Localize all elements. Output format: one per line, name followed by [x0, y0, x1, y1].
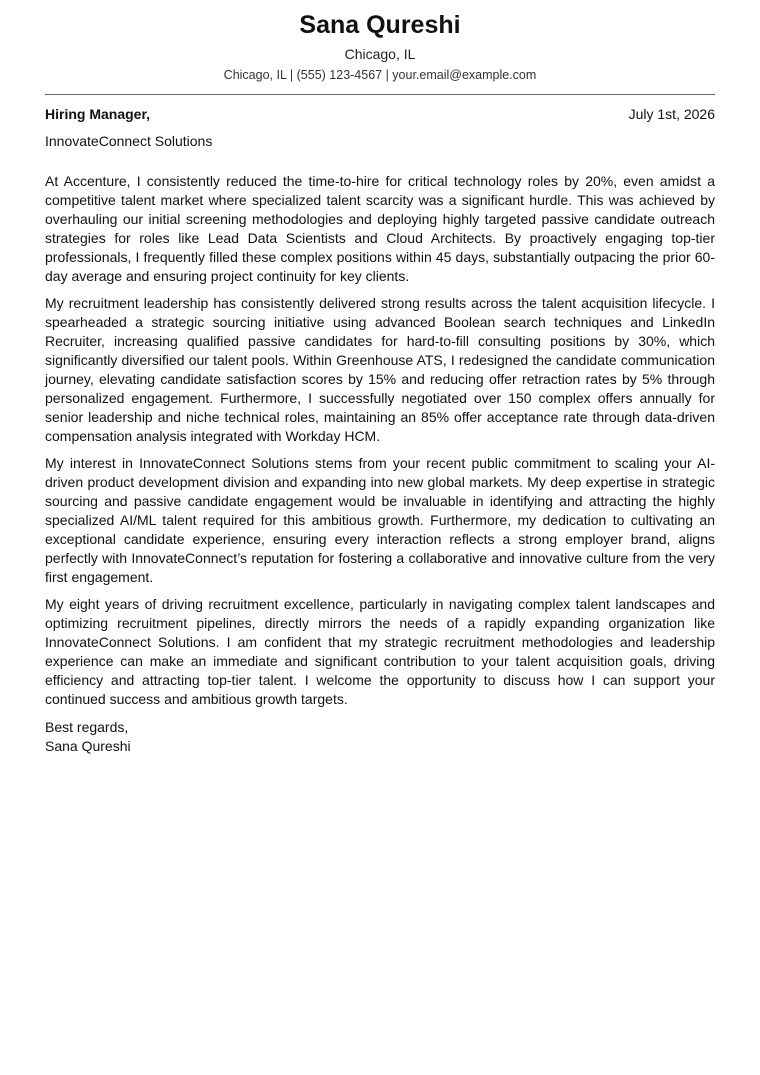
body-paragraph-3: My interest in InnovateConnect Solutions stems from your recent public commitment to scaling your AI-driven product development division and expanding into new global markets. My deep expertise in strategic sourcing and passive candidate engagement would be invaluable in identifying and attracting the highly specialized AI/ML talent required for this ambitious growth. Furthermore, my dedication to cultivating an exceptional candidate experience, ensuring every interaction reflects a strong employer brand, aligns perfectly with InnovateConnect’s reputation for fostering a collaborative and innovative culture from the very first engagement. [45, 455, 715, 585]
letter-date: July 1st, 2026 [628, 106, 715, 122]
recipient-company: InnovateConnect Solutions [45, 133, 213, 149]
header-divider [45, 94, 715, 95]
closing-phrase: Best regards, [45, 719, 129, 735]
letter-body [45, 172, 715, 709]
sender-name: Sana Qureshi [299, 11, 461, 39]
signature-name: Sana Qureshi [45, 738, 131, 754]
sender-contact-line: Chicago, IL | (555) 123-4567 | your.email@example.com [223, 68, 537, 82]
recipient-salutation: Hiring Manager, [45, 106, 151, 122]
body-paragraph-4: My eight years of driving recruitment excellence, particularly in navigating complex talent landscapes and optimizing recruitment pipelines, directly mirrors the needs of a rapidly expanding organization like InnovateConnect Solutions. I am confident that my strategic recruitment methodologies and leadership experience can make an immediate and significant contribution to your talent acquisition goals, driving efficiency and attracting top-tier talent. I welcome the opportunity to discuss how I can support your continued success and ambitious growth targets. [45, 596, 715, 707]
recipient-date-row [45, 105, 715, 123]
sender-location: Chicago, IL [344, 46, 416, 62]
body-paragraph-2: My recruitment leadership has consistently delivered strong results across the talent acquisition lifecycle. I spearheaded a strategic sourcing initiative using advanced Boolean search techniques and LinkedIn Recruiter, increasing qualified passive candidates for hard-to-fill consulting positions by 30%, which significantly diversified our talent pools. Within Greenhouse ATS, I redesigned the candidate communication journey, elevating candidate satisfaction scores by 15% and reducing offer retraction rates by 5% through personalized engagement. Furthermore, I successfully negotiated over 150 complex offers annually for senior leadership and niche technical roles, maintaining an 85% offer acceptance rate through data-driven compensation analysis integrated with Workday HCM. [45, 295, 715, 444]
letter-closing [45, 718, 715, 756]
letter-header [45, 10, 715, 83]
body-paragraph-1: At Accenture, I consistently reduced the time-to-hire for critical technology roles by 20%, even amidst a competitive talent market where specialized talent scarcity was a significant hurdle. This was achieved by overhauling our initial screening methodologies and deploying highly targeted passive candidate outreach strategies for roles like Lead Data Scientists and Cloud Architects. By proactively engaging top-tier professionals, I frequently filled these complex positions within 45 days, substantially outpacing the prior 60-day average and ensuring project continuity for key clients. [45, 173, 715, 284]
